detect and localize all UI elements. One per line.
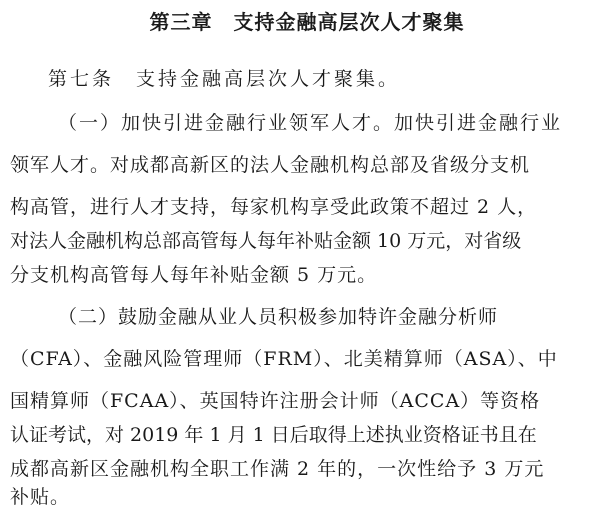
clause1-line-5: 分支机构高管每人每年补贴金额 5 万元。 bbox=[10, 264, 378, 286]
article-heading bbox=[10, 62, 606, 96]
clause2-line-6: 补贴。 bbox=[10, 486, 71, 508]
clause1-line-1: （一）加快引进金融行业领军人才。加快引进金融行业 bbox=[58, 112, 563, 134]
chapter-title: 第三章 支持金融高层次人才聚集 bbox=[149, 10, 465, 34]
article-heading-text: 第七条 支持金融高层次人才聚集。 bbox=[48, 68, 401, 90]
clause2-line-4: 认证考试，对 2019 年 1 月 1 日后取得上述执业资格证书且在 bbox=[10, 424, 537, 446]
clause2-line-1: （二）鼓励金融从业人员积极参加特许金融分析师 bbox=[58, 306, 499, 328]
clause2-line-2: （CFA）、金融风险管理师（FRM）、北美精算师（ASA）、中 bbox=[10, 348, 558, 370]
clause1-line-4: 对法人金融机构总部高管每人每年补贴金额 10 万元，对省级 bbox=[10, 230, 522, 252]
clause1-line-3: 构高管，进行人才支持，每家机构享受此政策不超过 2 人， bbox=[10, 196, 538, 218]
clause2-line-5: 成都高新区金融机构全职工作满 2 年的，一次性给予 3 万元 bbox=[10, 458, 545, 480]
clause1-line-2: 领军人才。对成都高新区的法人金融机构总部及省级分支机 bbox=[10, 154, 531, 176]
clause2-line-3: 国精算师（FCAA）、英国特许注册会计师（ACCA）等资格 bbox=[10, 390, 541, 412]
